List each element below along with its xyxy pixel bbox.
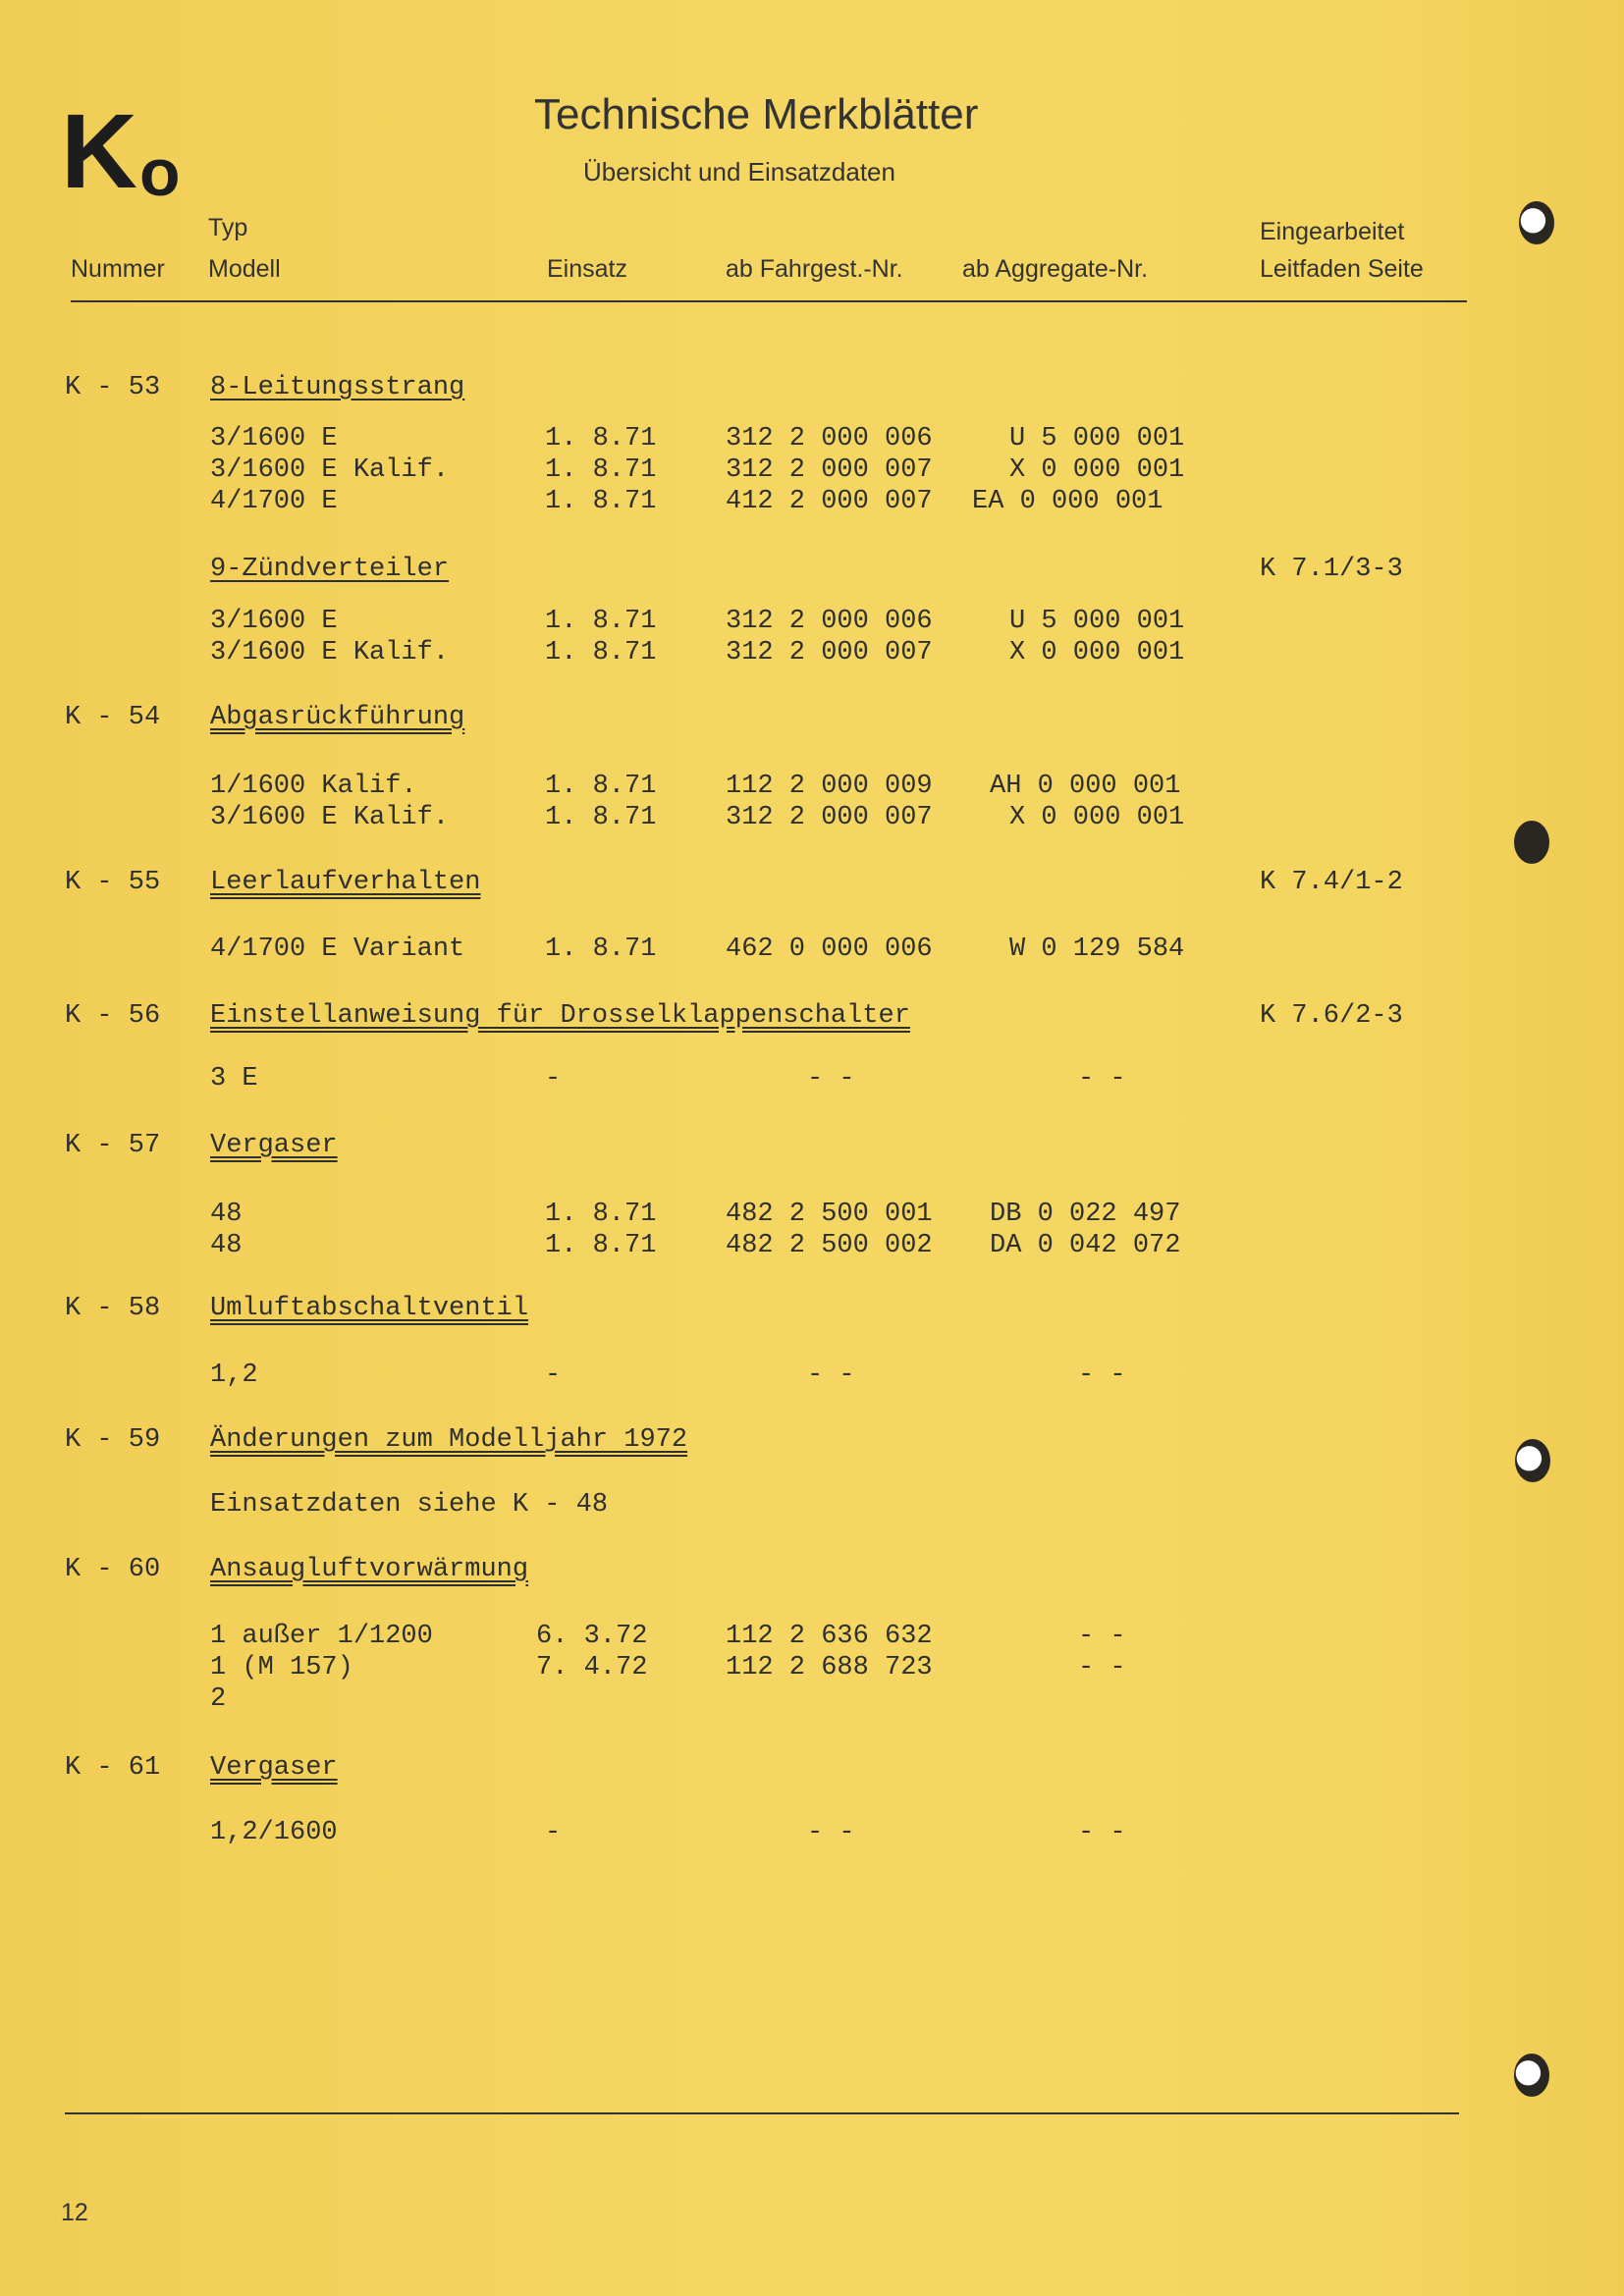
punch-hole <box>1515 1439 1550 1482</box>
row-aggregate: W 0 129 584 <box>1009 934 1185 964</box>
row-aggregate: DB 0 022 497 <box>990 1200 1181 1229</box>
row-fahrgest: - - <box>807 1818 855 1847</box>
entry-number: K - 58 <box>65 1294 161 1323</box>
row-einsatz: 6. 3.72 <box>536 1622 648 1651</box>
row-aggregate: U 5 000 001 <box>1009 607 1185 636</box>
logo-letter-o: o <box>139 135 181 210</box>
row-aggregate: AH 0 000 001 <box>990 772 1181 801</box>
row-model: 1,2 <box>210 1361 258 1390</box>
row-einsatz: 7. 4.72 <box>536 1653 648 1682</box>
row-model: 3/1600 E <box>210 424 338 454</box>
entry-number: K - 59 <box>65 1425 161 1455</box>
entry-number: K - 60 <box>65 1555 161 1584</box>
row-einsatz: 1. 8.71 <box>545 1200 657 1229</box>
row-fahrgest: 312 2 000 007 <box>726 638 933 667</box>
header-nummer: Nummer <box>71 255 165 283</box>
row-fahrgest: 112 2 688 723 <box>726 1653 933 1682</box>
row-model: 3/1600 E Kalif. <box>210 803 450 832</box>
row-einsatz: 1. 8.71 <box>545 487 657 516</box>
row-fahrgest: 312 2 000 006 <box>726 424 933 454</box>
row-aggregate: DA 0 042 072 <box>990 1231 1181 1260</box>
row-einsatz: - <box>545 1064 562 1094</box>
punch-hole <box>1519 201 1554 244</box>
row-einsatz: 1. 8.71 <box>545 607 657 636</box>
row-einsatz: 1. 8.71 <box>545 638 657 667</box>
logo-letter-k: K <box>61 91 137 210</box>
row-fahrgest: 412 2 000 007 <box>726 487 933 516</box>
row-einsatz: 1. 8.71 <box>545 455 657 485</box>
row-model: 4/1700 E <box>210 487 338 516</box>
row-aggregate: X 0 000 001 <box>1009 803 1185 832</box>
row-aggregate: - - <box>1078 1361 1126 1390</box>
page-title: Technische Merkblätter <box>534 90 979 138</box>
row-fahrgest: 112 2 000 009 <box>726 772 933 801</box>
row-model: 3 E <box>210 1064 258 1094</box>
row-einsatz: - <box>545 1818 562 1847</box>
row-aggregate: U 5 000 001 <box>1009 424 1185 454</box>
row-aggregate: - - <box>1078 1818 1126 1847</box>
punch-hole <box>1514 2054 1549 2097</box>
row-model: 1/1600 Kalif. <box>210 772 417 801</box>
row-model: 2 <box>210 1684 227 1714</box>
row-aggregate: X 0 000 001 <box>1009 638 1185 667</box>
entry-note: Einsatzdaten siehe K - 48 <box>210 1490 609 1520</box>
row-einsatz: 1. 8.71 <box>545 803 657 832</box>
row-fahrgest: 312 2 000 007 <box>726 455 933 485</box>
row-einsatz: 1. 8.71 <box>545 424 657 454</box>
row-aggregate: - - <box>1078 1622 1126 1651</box>
row-fahrgest: 482 2 500 001 <box>726 1200 933 1229</box>
entry-subtitle: 9-Zündverteiler <box>210 555 450 584</box>
header-fahrgest: ab Fahrgest.-Nr. <box>726 255 903 283</box>
header-eingearbeitet: Eingearbeitet <box>1260 218 1405 245</box>
entry-number: K - 56 <box>65 1001 161 1031</box>
row-einsatz: - <box>545 1361 562 1390</box>
row-model: 3/1600 E Kalif. <box>210 638 450 667</box>
row-aggregate: EA 0 000 001 <box>972 487 1164 516</box>
page-subtitle: Übersicht und Einsatzdaten <box>583 157 895 187</box>
row-model: 4/1700 E Variant <box>210 934 465 964</box>
header-leitfaden: Leitfaden Seite <box>1260 255 1424 283</box>
row-model: 1 (M 157) <box>210 1653 353 1682</box>
row-model: 3/1600 E <box>210 607 338 636</box>
row-fahrgest: - - <box>807 1361 855 1390</box>
entry-title: Abgasrückführung <box>210 703 465 732</box>
leitfaden-ref: K 7.6/2-3 <box>1260 1001 1403 1031</box>
row-fahrgest: 312 2 000 006 <box>726 607 933 636</box>
entry-title: Ansaugluftvorwärmung <box>210 1555 529 1584</box>
entry-title: Leerlaufverhalten <box>210 868 481 897</box>
header-rule <box>71 300 1467 302</box>
header-aggregate: ab Aggregate-Nr. <box>962 255 1149 283</box>
row-fahrgest: 312 2 000 007 <box>726 803 933 832</box>
entry-number: K - 53 <box>65 373 161 402</box>
row-model: 48 <box>210 1200 243 1229</box>
row-einsatz: 1. 8.71 <box>545 772 657 801</box>
header-typ: Typ <box>208 214 248 241</box>
page-number: 12 <box>61 2199 88 2226</box>
row-fahrgest: 462 0 000 006 <box>726 934 933 964</box>
leitfaden-ref: K 7.4/1-2 <box>1260 868 1403 897</box>
header-modell: Modell <box>208 255 281 283</box>
row-model: 1,2/1600 <box>210 1818 338 1847</box>
footer-rule <box>65 2112 1459 2114</box>
row-einsatz: 1. 8.71 <box>545 1231 657 1260</box>
row-model: 48 <box>210 1231 243 1260</box>
row-model: 3/1600 E Kalif. <box>210 455 450 485</box>
row-aggregate: X 0 000 001 <box>1009 455 1185 485</box>
punch-hole <box>1514 821 1549 864</box>
entry-title: Vergaser <box>210 1753 338 1783</box>
row-fahrgest: - - <box>807 1064 855 1094</box>
entry-title: Vergaser <box>210 1131 338 1160</box>
entry-title: 8-Leitungsstrang <box>210 373 465 402</box>
row-aggregate: - - <box>1078 1653 1126 1682</box>
row-einsatz: 1. 8.71 <box>545 934 657 964</box>
entry-number: K - 57 <box>65 1131 161 1160</box>
leitfaden-ref: K 7.1/3-3 <box>1260 555 1403 584</box>
entry-number: K - 61 <box>65 1753 161 1783</box>
entry-title: Änderungen zum Modelljahr 1972 <box>210 1425 688 1455</box>
entry-title: Umluftabschaltventil <box>210 1294 529 1323</box>
row-model: 1 außer 1/1200 <box>210 1622 433 1651</box>
row-fahrgest: 482 2 500 002 <box>726 1231 933 1260</box>
row-fahrgest: 112 2 636 632 <box>726 1622 933 1651</box>
header-einsatz: Einsatz <box>547 255 627 283</box>
row-aggregate: - - <box>1078 1064 1126 1094</box>
entry-number: K - 54 <box>65 703 161 732</box>
entry-title: Einstellanweisung für Drosselklappenschalter <box>210 1001 910 1031</box>
entry-number: K - 55 <box>65 868 161 897</box>
